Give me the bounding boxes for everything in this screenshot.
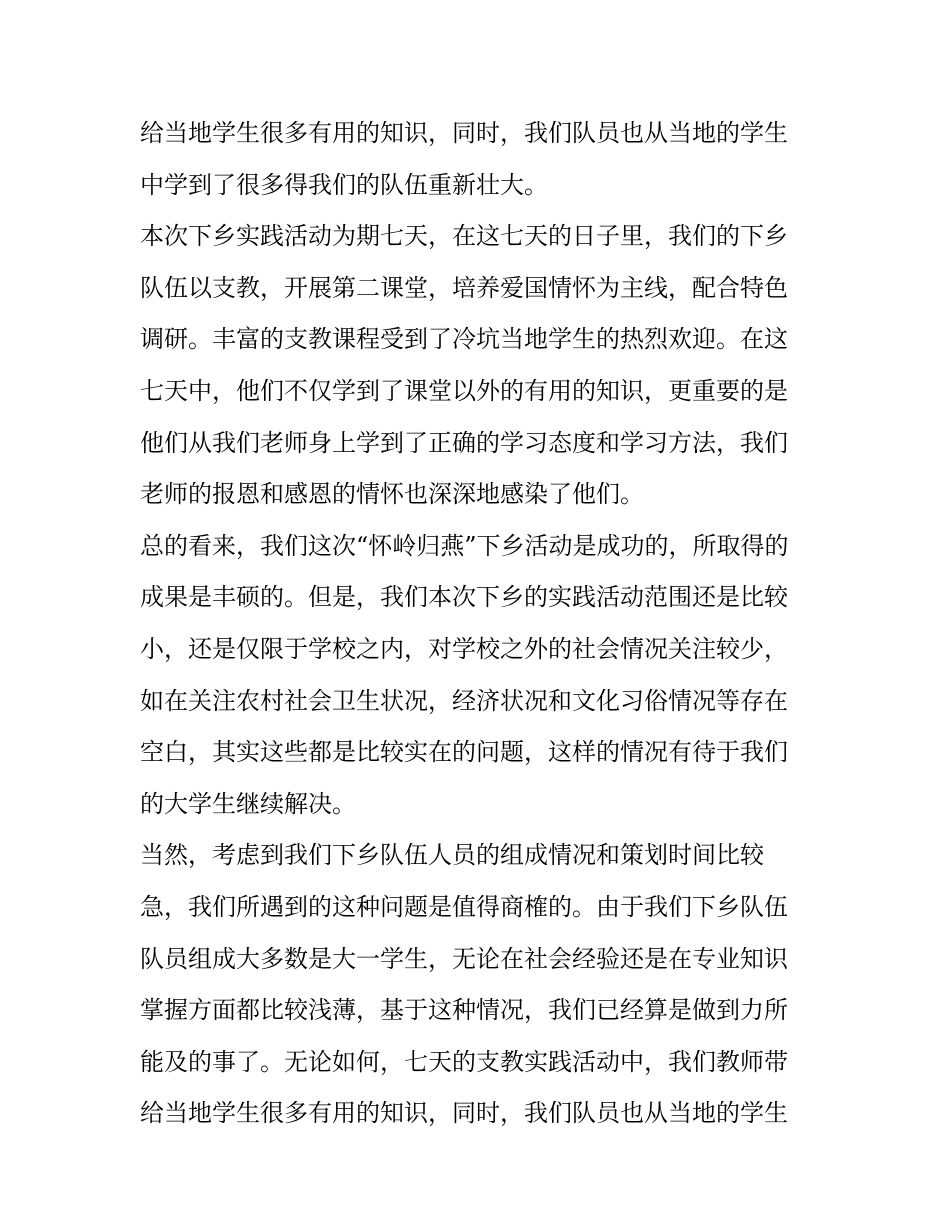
text-line: 中学到了很多得我们的队伍重新壮大。 [140,170,548,199]
text-line: 队员组成大多数是大一学生，无论在社会经验还是在专业知识 [140,944,788,973]
text-line: 空白，其实这些都是比较实在的问题，这样的情况有待于我们 [140,738,788,767]
text-line: 小，还是仅限于学校之内，对学校之外的社会情况关注较少， [140,634,788,663]
text-line: 能及的事了。无论如何，七天的支教实践活动中，我们教师带 [140,1047,788,1076]
text-line: 掌握方面都比较浅薄，基于这种情况，我们已经算是做到力所 [140,996,788,1025]
text-line: 七天中，他们不仅学到了课堂以外的有用的知识，更重要的是 [140,376,788,405]
text-line: 当然，考虑到我们下乡队伍人员的组成情况和策划时间比较 [140,841,764,870]
text-line: 的大学生继续解决。 [140,789,356,818]
text-line: 急，我们所遇到的这种问题是值得商榷的。由于我们下乡队伍 [140,892,788,921]
text-line: 总的看来，我们这次“怀岭归燕”下乡活动是成功的，所取得的 [140,531,789,560]
text-line: 成果是丰硕的。但是，我们本次下乡的实践活动范围还是比较 [140,583,788,612]
text-line: 给当地学生很多有用的知识，同时，我们队员也从当地的学生 [140,119,788,147]
text-line: 老师的报恩和感恩的情怀也深深地感染了他们。 [140,480,644,509]
text-line: 队伍以支教，开展第二课堂，培养爱国情怀为主线，配合特色 [140,273,788,302]
document-body [140,108,830,1140]
text-line: 如在关注农村社会卫生状况，经济状况和文化习俗情况等存在 [140,686,788,715]
text-line: 本次下乡实践活动为期七天，在这七天的日子里，我们的下乡 [140,222,788,251]
text-line: 他们从我们老师身上学到了正确的学习态度和学习方法，我们 [140,428,788,457]
text-line: 调研。丰富的支教课程受到了冷坑当地学生的热烈欢迎。在这 [140,325,788,354]
text-line: 给当地学生很多有用的知识，同时，我们队员也从当地的学生 [140,1099,788,1128]
